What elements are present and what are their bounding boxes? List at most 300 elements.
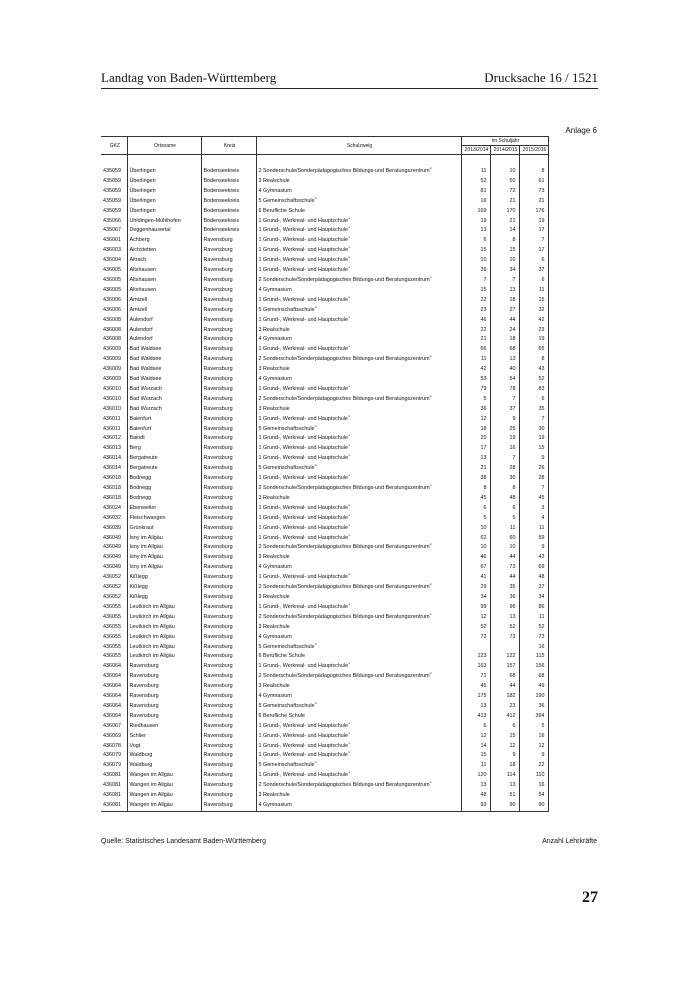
cell-value-2014-2015: 9	[490, 415, 519, 425]
table-row	[101, 197, 548, 207]
cell-value-2013-2014: 48	[461, 791, 490, 801]
footnote-marker: 3	[314, 464, 317, 468]
cell-kreis: Ravensburg	[201, 791, 256, 801]
cell-value-2015-2016: 190	[519, 692, 548, 702]
cell-gkz: 436081	[101, 771, 127, 781]
table-row	[101, 652, 548, 662]
footnote-marker: 1	[348, 751, 350, 755]
cell-value-2015-2016: 9	[519, 454, 548, 464]
cell-gkz: 436010	[101, 395, 127, 405]
cell-value-2014-2015: 68	[490, 672, 519, 682]
cell-value-2014-2015: 73	[490, 563, 519, 573]
footnote-marker: 1	[348, 295, 350, 299]
footnote-marker: 1	[348, 474, 350, 478]
cell-ortsname: Bad Waldsee	[127, 355, 201, 365]
cell-schulzweig	[256, 187, 461, 197]
cell-gkz: 436006	[101, 296, 127, 306]
schulzweig-label: 3 Realschule	[258, 366, 290, 373]
table-row	[101, 712, 548, 722]
cell-value-2015-2016: 45	[519, 494, 548, 504]
cell-value-2013-2014: 15	[461, 246, 490, 256]
cell-value-2014-2015: 11	[490, 524, 519, 534]
cell-gkz: 436064	[101, 682, 127, 692]
cell-kreis: Ravensburg	[201, 573, 256, 583]
cell-value-2015-2016: 68	[519, 672, 548, 682]
footnote-marker: 1	[348, 384, 350, 389]
cell-schulzweig	[256, 207, 461, 217]
cell-value-2014-2015: 52	[490, 623, 519, 633]
schulzweig-label: 1 Grund-, Werkreal- und Hauptschule	[258, 504, 348, 511]
cell-value-2014-2015: 40	[490, 365, 519, 375]
cell-schulzweig	[256, 355, 461, 365]
cell-schulzweig	[256, 514, 461, 524]
cell-gkz: 435067	[101, 226, 127, 236]
table-row	[101, 425, 548, 435]
cell-ortsname: Wangen im Allgäu	[127, 791, 201, 801]
cell-kreis: Ravensburg	[201, 306, 256, 316]
schulzweig-label: 5 Gemeinschaftsschule	[258, 643, 315, 650]
cell-value-2013-2014: 11	[461, 355, 490, 365]
cell-ortsname: Wangen im Allgäu	[127, 781, 201, 791]
cell-schulzweig	[256, 533, 461, 547]
cell-value-2014-2015: 12	[490, 742, 519, 752]
cell-ortsname: Bad Waldsee	[127, 375, 201, 385]
cell-schulzweig	[256, 781, 461, 791]
cell-value-2013-2014: 10	[461, 256, 490, 266]
cell-value-2015-2016: 83	[519, 385, 548, 395]
header-parliament: Landtag von Baden-Württemberg	[101, 70, 277, 85]
cell-value-2015-2016: 9	[519, 543, 548, 553]
cell-kreis: Ravensburg	[201, 375, 256, 385]
cell-value-2015-2016: 59	[519, 534, 548, 544]
cell-value-2013-2014: 46	[461, 553, 490, 563]
cell-value-2014-2015	[490, 643, 519, 653]
cell-kreis: Ravensburg	[201, 434, 256, 444]
cell-ortsname: Überlingen	[127, 197, 201, 207]
cell-ortsname: Grünkraut	[127, 524, 201, 534]
cell-schulzweig	[256, 326, 461, 336]
cell-ortsname: Altshausen	[127, 276, 201, 286]
cell-value-2013-2014: 13	[461, 702, 490, 712]
cell-schulzweig	[256, 345, 461, 355]
cell-gkz: 436039	[101, 524, 127, 534]
cell-value-2015-2016: 5	[519, 722, 548, 732]
cell-gkz: 436012	[101, 434, 127, 444]
cell-value-2014-2015: 44	[490, 682, 519, 692]
cell-value-2014-2015: 51	[490, 791, 519, 801]
cell-gkz: 436008	[101, 326, 127, 336]
cell-value-2015-2016: 11	[519, 613, 548, 623]
cell-ortsname: Waldburg	[127, 761, 201, 771]
schulzweig-label: 3 Realschule	[258, 792, 290, 799]
cell-gkz: 436009	[101, 355, 127, 365]
cell-value-2014-2015: 73	[490, 633, 519, 643]
cell-gkz: 436008	[101, 316, 127, 326]
cell-value-2014-2015: 7	[490, 454, 519, 464]
cell-value-2013-2014: 62	[461, 534, 490, 544]
footnote-marker: 1	[348, 216, 350, 220]
cell-value-2013-2014: 16	[461, 197, 490, 207]
footnote-marker: 1	[348, 662, 350, 666]
schulzweig-label: 3 Realschule	[258, 683, 290, 690]
cell-kreis: Ravensburg	[201, 682, 256, 692]
cell-schulzweig	[256, 167, 461, 177]
cell-schulzweig	[256, 405, 461, 415]
cell-gkz: 435059	[101, 197, 127, 207]
footnote-marker: 1	[348, 533, 350, 537]
cell-schulzweig	[256, 335, 461, 345]
footnote-marker: 1	[348, 771, 350, 775]
cell-kreis: Ravensburg	[201, 345, 256, 355]
cell-schulzweig	[256, 464, 461, 474]
cell-value-2015-2016: 6	[519, 395, 548, 405]
cell-kreis: Ravensburg	[201, 524, 256, 534]
cell-ortsname: Vogt	[127, 742, 201, 752]
cell-kreis: Ravensburg	[201, 405, 256, 415]
cell-gkz: 435059	[101, 167, 127, 177]
table-row	[101, 692, 548, 702]
cell-value-2013-2014: 45	[461, 682, 490, 692]
cell-value-2014-2015: 7	[490, 276, 519, 286]
footnote-marker: 3	[314, 424, 317, 428]
cell-value-2015-2016: 19	[519, 335, 548, 345]
cell-ortsname: Ravensburg	[127, 682, 201, 692]
cell-ortsname: Überlingen	[127, 177, 201, 187]
schulzweig-label: 3 Realschule	[258, 494, 290, 501]
cell-kreis: Ravensburg	[201, 771, 256, 781]
cell-value-2015-2016: 11	[519, 524, 548, 534]
footnote-marker: 3	[314, 642, 317, 646]
table-row	[101, 365, 548, 375]
table-row	[101, 524, 548, 534]
schulzweig-label: 3 Realschule	[258, 405, 290, 412]
schulzweig-label: 1 Grund-, Werkreal- und Hauptschule	[258, 475, 348, 482]
footnote-marker: 1	[348, 573, 350, 577]
table-row	[101, 504, 548, 514]
cell-value-2013-2014: 15	[461, 751, 490, 761]
cell-kreis: Ravensburg	[201, 454, 256, 464]
cell-schulzweig	[256, 563, 461, 573]
cell-value-2013-2014: 52	[461, 623, 490, 633]
col-year-1: 2013/2014	[461, 146, 490, 155]
cell-value-2014-2015: 44	[490, 316, 519, 326]
footnote-marker: 3	[314, 761, 317, 765]
cell-ortsname: Altshausen	[127, 286, 201, 296]
cell-value-2015-2016: 3	[519, 504, 548, 514]
cell-ortsname: Bodnegg	[127, 474, 201, 484]
cell-gkz: 436049	[101, 553, 127, 563]
cell-value-2015-2016: 28	[519, 474, 548, 484]
col-gkz: GKZ	[101, 137, 127, 155]
schulzweig-label: 3 Realschule	[258, 177, 290, 184]
schulzweig-label: 2 Sonderschule/Sonderpädagogisches Bildungs-und Beratungszentrum	[258, 613, 430, 620]
cell-gkz: 436081	[101, 801, 127, 811]
cell-schulzweig	[256, 524, 461, 534]
cell-gkz: 436009	[101, 375, 127, 385]
cell-gkz: 436049	[101, 563, 127, 573]
cell-value-2013-2014: 18	[461, 425, 490, 435]
cell-value-2013-2014: 13	[461, 781, 490, 791]
schulzweig-label: 1 Grund-, Werkreal- und Hauptschule	[258, 316, 348, 323]
cell-kreis: Bodenseekreis	[201, 217, 256, 227]
cell-schulzweig	[256, 306, 461, 316]
table-row	[101, 771, 548, 781]
cell-value-2014-2015: 96	[490, 603, 519, 613]
cell-kreis: Ravensburg	[201, 316, 256, 326]
cell-value-2014-2015: 37	[490, 405, 519, 415]
cell-kreis: Ravensburg	[201, 286, 256, 296]
cell-value-2013-2014: 93	[461, 801, 490, 811]
table-row	[101, 543, 548, 553]
cell-value-2014-2015: 19	[490, 434, 519, 444]
cell-schulzweig	[256, 316, 461, 326]
cell-value-2013-2014: 13	[461, 454, 490, 464]
teacher-count-table	[101, 136, 549, 812]
table-row	[101, 355, 548, 365]
table-row	[101, 316, 548, 326]
table-row	[101, 613, 548, 623]
table-row	[101, 167, 548, 177]
schulzweig-label: 1 Grund-, Werkreal- und Hauptschule	[258, 574, 348, 581]
schulzweig-label: 3 Realschule	[258, 593, 290, 600]
table-row	[101, 791, 548, 801]
cell-kreis: Ravensburg	[201, 593, 256, 603]
schulzweig-label: 1 Grund-, Werkreal- und Hauptschule	[258, 385, 348, 392]
cell-ortsname: Überlingen	[127, 207, 201, 217]
cell-schulzweig	[256, 226, 461, 236]
cell-gkz: 436014	[101, 454, 127, 464]
cell-value-2014-2015: 48	[490, 494, 519, 504]
footnote-marker: 1	[348, 731, 350, 735]
cell-kreis: Ravensburg	[201, 464, 256, 474]
schulzweig-label: 1 Grund-, Werkreal- und Hauptschule	[258, 247, 348, 254]
cell-ortsname: Leutkirch im Allgäu	[127, 603, 201, 613]
cell-gkz: 436055	[101, 652, 127, 662]
source-note: Quelle: Statistisches Landesamt Baden-Württemberg	[101, 838, 266, 845]
table-row	[101, 256, 548, 266]
cell-ortsname: Leutkirch im Allgäu	[127, 613, 201, 623]
cell-value-2013-2014: 15	[461, 286, 490, 296]
cell-value-2014-2015: 50	[490, 177, 519, 187]
table-row	[101, 801, 548, 811]
cell-value-2014-2015: 60	[490, 534, 519, 544]
cell-value-2014-2015: 34	[490, 266, 519, 276]
cell-gkz: 436078	[101, 742, 127, 752]
cell-value-2014-2015: 90	[490, 801, 519, 811]
cell-ortsname: Amtzell	[127, 296, 201, 306]
cell-value-2015-2016: 86	[519, 603, 548, 613]
cell-value-2013-2014: 66	[461, 345, 490, 355]
cell-kreis: Ravensburg	[201, 246, 256, 256]
cell-value-2015-2016: 42	[519, 316, 548, 326]
cell-value-2014-2015: 15	[490, 732, 519, 742]
cell-ortsname: Baindt	[127, 434, 201, 444]
cell-value-2015-2016: 16	[519, 643, 548, 653]
cell-schulzweig	[256, 543, 461, 553]
cell-gkz: 436003	[101, 246, 127, 256]
cell-value-2015-2016: 9	[519, 751, 548, 761]
schulzweig-label: 1 Grund-, Werkreal- und Hauptschule	[258, 722, 348, 729]
cell-value-2013-2014: 120	[461, 771, 490, 781]
cell-ortsname: Leutkirch im Allgäu	[127, 643, 201, 653]
cell-kreis: Ravensburg	[201, 415, 256, 425]
cell-value-2015-2016: 49	[519, 682, 548, 692]
cell-schulzweig	[256, 484, 461, 494]
cell-value-2014-2015: 157	[490, 662, 519, 672]
cell-schulzweig	[256, 494, 461, 504]
cell-ortsname: Bodnegg	[127, 494, 201, 504]
cell-value-2013-2014: 41	[461, 573, 490, 583]
cell-ortsname: Fleischwangen	[127, 514, 201, 524]
table-row	[101, 534, 548, 544]
schulzweig-label: 1 Grund-, Werkreal- und Hauptschule	[258, 663, 348, 670]
cell-gkz: 436010	[101, 385, 127, 395]
cell-value-2013-2014: 22	[461, 326, 490, 336]
cell-value-2015-2016: 17	[519, 226, 548, 236]
cell-ortsname: Bad Waldsee	[127, 365, 201, 375]
cell-value-2014-2015: 13	[490, 355, 519, 365]
table-row	[101, 345, 548, 355]
cell-value-2014-2015: 412	[490, 712, 519, 722]
footnote-marker: 1	[348, 226, 350, 230]
cell-kreis: Ravensburg	[201, 355, 256, 365]
cell-value-2015-2016: 110	[519, 771, 548, 781]
cell-schulzweig	[256, 722, 461, 732]
footnote-marker: 1	[348, 315, 350, 319]
cell-schulzweig	[256, 791, 461, 801]
cell-value-2015-2016: 115	[519, 652, 548, 662]
cell-value-2015-2016: 37	[519, 266, 548, 276]
cell-value-2014-2015: 15	[490, 246, 519, 256]
schulzweig-label: 5 Gemeinschaftsschule	[258, 702, 315, 709]
schulzweig-label: 5 Gemeinschaftsschule	[258, 197, 315, 204]
footnote-marker: 2	[429, 167, 432, 171]
cell-ortsname: Leutkirch im Allgäu	[127, 652, 201, 662]
footnote-marker: 1	[348, 345, 350, 349]
cell-value-2014-2015: 25	[490, 425, 519, 435]
cell-value-2013-2014: 12	[461, 415, 490, 425]
cell-kreis: Ravensburg	[201, 385, 256, 395]
cell-schulzweig	[256, 375, 461, 385]
schulzweig-label: 4 Gymnasium	[258, 376, 292, 383]
cell-value-2013-2014: 413	[461, 712, 490, 722]
cell-ortsname: Bergatreute	[127, 464, 201, 474]
cell-gkz: 436055	[101, 643, 127, 653]
table-row	[101, 583, 548, 593]
table-header	[101, 137, 548, 155]
cell-value-2013-2014	[461, 643, 490, 653]
cell-value-2015-2016: 15	[519, 296, 548, 306]
cell-value-2015-2016: 176	[519, 207, 548, 217]
cell-schulzweig	[256, 216, 461, 230]
cell-value-2014-2015: 182	[490, 692, 519, 702]
table-row	[101, 751, 548, 761]
cell-schulzweig	[256, 573, 461, 583]
cell-value-2014-2015: 23	[490, 702, 519, 712]
cell-schulzweig	[256, 623, 461, 633]
cell-kreis: Ravensburg	[201, 425, 256, 435]
cell-value-2014-2015: 6	[490, 504, 519, 514]
cell-value-2013-2014: 36	[461, 405, 490, 415]
cell-value-2015-2016: 17	[519, 246, 548, 256]
header-document-number: Drucksache 16 / 1521	[484, 70, 598, 85]
cell-value-2013-2014: 6	[461, 722, 490, 732]
cell-gkz: 436009	[101, 345, 127, 355]
table-row	[101, 454, 548, 464]
table-row	[101, 385, 548, 395]
cell-gkz: 436005	[101, 276, 127, 286]
cell-schulzweig	[256, 236, 461, 246]
cell-kreis: Bodenseekreis	[201, 226, 256, 236]
table-row	[101, 633, 548, 643]
cell-value-2015-2016: 32	[519, 306, 548, 316]
cell-value-2014-2015: 68	[490, 345, 519, 355]
cell-kreis: Ravensburg	[201, 712, 256, 722]
cell-value-2014-2015: 8	[490, 236, 519, 246]
cell-schulzweig	[256, 454, 461, 464]
table-row	[101, 375, 548, 385]
schulzweig-label: 4 Gymnasium	[258, 693, 292, 700]
schulzweig-label: 6 Berufliche Schule	[258, 712, 305, 719]
cell-schulzweig	[256, 395, 461, 405]
cell-kreis: Ravensburg	[201, 444, 256, 454]
cell-ortsname: Riedhausen	[127, 722, 201, 732]
cell-kreis: Ravensburg	[201, 335, 256, 345]
cell-ortsname: Überlingen	[127, 187, 201, 197]
cell-value-2013-2014: 81	[461, 187, 490, 197]
cell-value-2014-2015: 44	[490, 573, 519, 583]
cell-kreis: Ravensburg	[201, 603, 256, 613]
cell-schulzweig	[256, 761, 461, 771]
cell-value-2013-2014: 34	[461, 593, 490, 603]
annex-label: Anlage 6	[565, 126, 597, 135]
cell-value-2015-2016: 52	[519, 375, 548, 385]
cell-ortsname: Aichstetten	[127, 246, 201, 256]
cell-ortsname: Aitrach	[127, 256, 201, 266]
cell-value-2013-2014: 11	[461, 761, 490, 771]
cell-value-2015-2016: 8	[519, 355, 548, 365]
schulzweig-label: 3 Realschule	[258, 326, 290, 333]
cell-kreis: Ravensburg	[201, 633, 256, 643]
cell-value-2015-2016: 69	[519, 563, 548, 573]
cell-value-2013-2014: 10	[461, 543, 490, 553]
col-ortsname: Ortsname	[127, 137, 201, 155]
cell-value-2015-2016: 22	[519, 761, 548, 771]
cell-value-2013-2014: 7	[461, 276, 490, 286]
cell-kreis: Ravensburg	[201, 395, 256, 405]
schulzweig-label: 4 Gymnasium	[258, 336, 292, 343]
cell-value-2013-2014: 6	[461, 504, 490, 514]
schulzweig-label: 2 Sonderschule/Sonderpädagogisches Bildungs-und Beratungszentrum	[258, 782, 430, 789]
cell-kreis: Ravensburg	[201, 672, 256, 682]
cell-gkz: 436011	[101, 415, 127, 425]
schulzweig-label: 2 Sonderschule/Sonderpädagogisches Bildungs-und Beratungszentrum	[258, 584, 430, 591]
cell-value-2013-2014: 21	[461, 335, 490, 345]
cell-value-2015-2016: 6	[519, 276, 548, 286]
cell-value-2014-2015: 78	[490, 385, 519, 395]
cell-value-2014-2015: 114	[490, 771, 519, 781]
table-row	[101, 326, 548, 336]
cell-value-2014-2015: 21	[490, 197, 519, 207]
cell-schulzweig	[256, 444, 461, 454]
cell-value-2014-2015: 44	[490, 553, 519, 563]
cell-ortsname: Bergatreute	[127, 454, 201, 464]
footnote-marker: 1	[348, 236, 350, 240]
cell-value-2015-2016: 19	[519, 217, 548, 227]
footnote-marker: 2	[429, 583, 432, 587]
cell-value-2013-2014: 21	[461, 464, 490, 474]
footnote-marker: 2	[429, 394, 432, 399]
